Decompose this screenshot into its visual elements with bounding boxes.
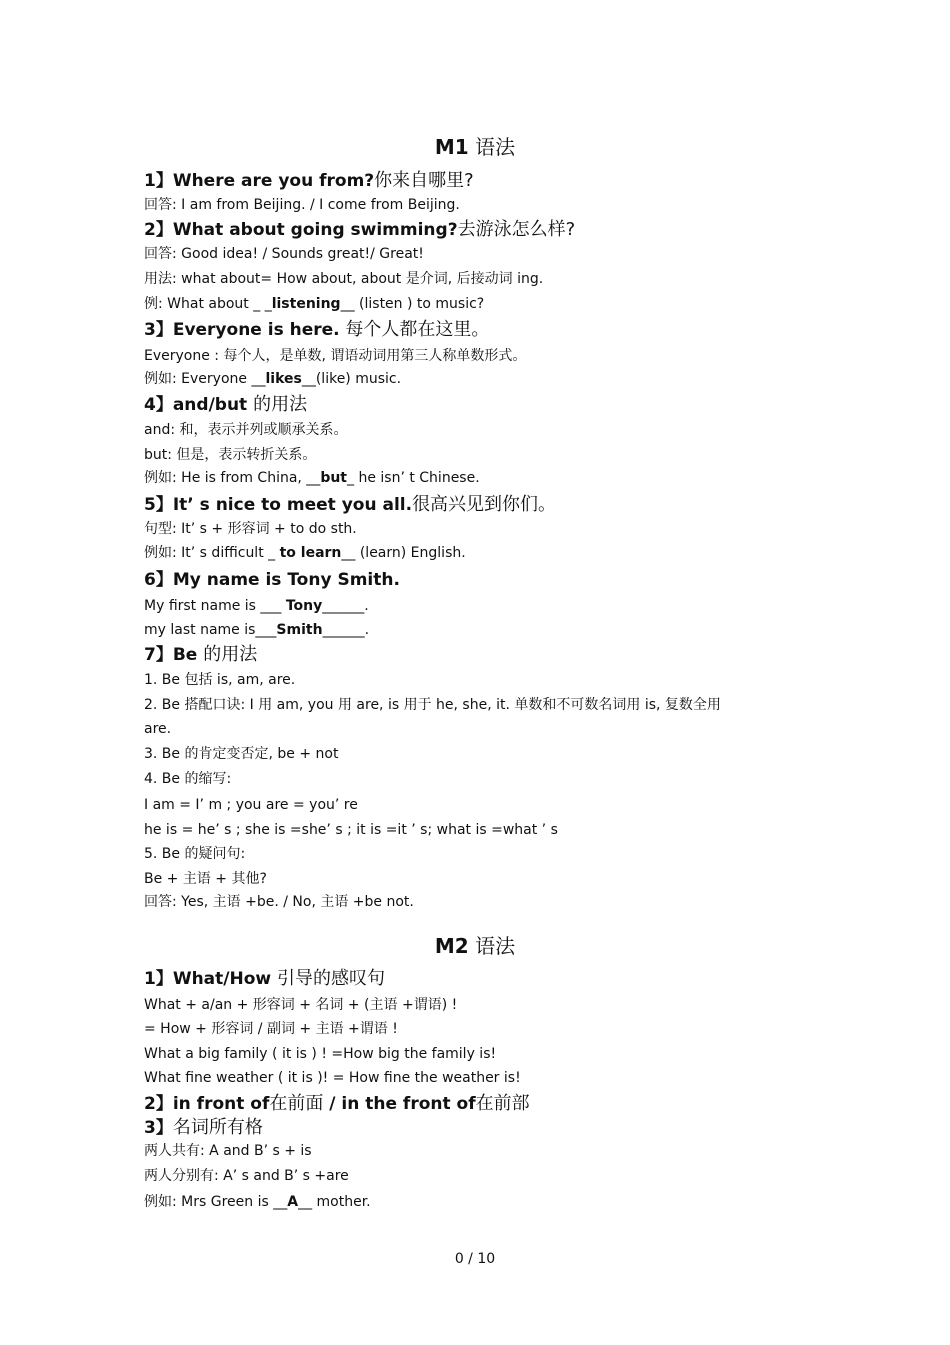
text-line: 2. Be 搭配口诀: I 用 am, you 用 are, is 用于 he, she, it. 单数和不可数名词用 is, 复数全用 [144,697,721,713]
text-line: Everyone : 每个人，是单数, 谓语动词用第三人称单数形式。 [144,348,527,364]
text-line: 两人共有: A and B’ s + is [144,1143,312,1159]
text-line: What + a/an + 形容词 + 名词 + (主语 +谓语) ! [144,997,458,1013]
section-heading: 1】What/How 引导的感叹句 [144,968,386,989]
section-heading: 3】名词所有格 [144,1117,263,1138]
text-line: What a big family ( it is ) ! =How big the family is! [144,1046,497,1062]
text-line: 句型: It’ s + 形容词 + to do sth. [144,521,357,537]
text-line: 两人分别有: A’ s and B’ s +are [144,1168,349,1184]
example-line: 例: What about _ _listening__ (listen ) to music? [144,296,485,312]
example-line: 例如: Everyone __likes__(like) music. [144,371,402,387]
section-heading: 5】It’ s nice to meet you all.很高兴见到你们。 [144,494,557,515]
section-heading: 7】Be 的用法 [144,644,258,665]
text-line: are. [144,721,172,737]
page-number: 0 / 10 [454,1251,496,1267]
text-line: 1. Be 包括 is, am, are. [144,672,296,688]
text-line: I am = I’ m ; you are = you’ re [144,797,358,813]
section-title-m2: M2 语法 [434,934,516,958]
section-heading: 2】in front of在前面 / in the front of在前部 [144,1093,530,1114]
section-heading: 6】My name is Tony Smith. [144,570,400,590]
text-line: he is = he’ s ; she is =she’ s ; it is =it ’ s; what is =what ’ s [144,822,558,838]
section-title-m1: M1 语法 [434,135,516,159]
text-line: What fine weather ( it is )! = How fine the weather is! [144,1070,521,1086]
example-line: 例如: He is from China, __but_ he isn’ t Chinese. [144,470,480,486]
text-line: 4. Be 的缩写: [144,771,232,787]
text-line: 回答: I am from Beijing. / I come from Beijing. [144,197,460,213]
text-line: Be + 主语 + 其他? [144,871,267,887]
text-line: 回答: Yes, 主语 +be. / No, 主语 +be not. [144,894,414,910]
section-heading: 4】and/but 的用法 [144,394,308,415]
section-heading: 3】Everyone is here. 每个人都在这里。 [144,319,490,340]
text-line: 3. Be 的肯定变否定, be + not [144,746,339,762]
section-heading: 1】Where are you from?你来自哪里? [144,170,474,191]
section-heading: 2】What about going swimming?去游泳怎么样? [144,219,576,240]
example-line: my last name is___Smith______. [144,622,370,638]
text-line: 5. Be 的疑问句: [144,846,246,862]
text-line: and: 和，表示并列或顺承关系。 [144,422,348,438]
example-line: 例如: It’ s difficult _ to learn__ (learn) English. [144,545,466,561]
example-line: 例如: Mrs Green is __A__ mother. [144,1194,371,1210]
text-line: 用法: what about= How about, about 是介词, 后接动词 ing. [144,271,544,287]
text-line: but: 但是，表示转折关系。 [144,447,317,463]
example-line: My first name is ___ Tony______. [144,598,369,614]
text-line: 回答: Good idea! / Sounds great!/ Great! [144,246,424,262]
text-line: = How + 形容词 / 副词 + 主语 +谓语 ! [144,1021,398,1037]
